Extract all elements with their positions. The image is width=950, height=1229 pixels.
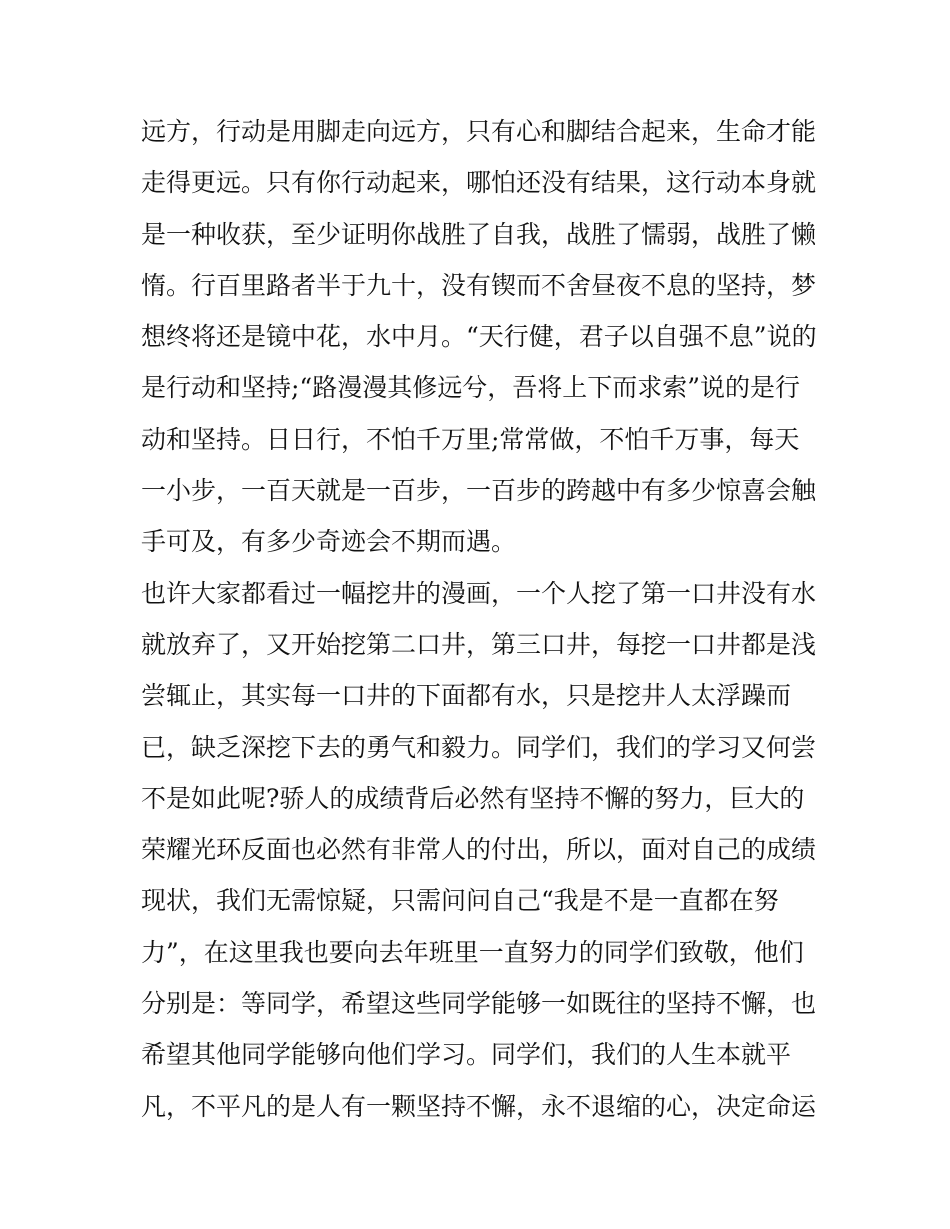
text-line: 远方，行动是用脚走向远方，只有心和脚结合起来，生命才能 (141, 117, 817, 146)
text-line: 就放弃了，又开始挖第二口井，第三口井，每挖一口井都是浅 (141, 629, 817, 659)
text-line: 凡，不平凡的是人有一颗坚持不懈，永不退缩的心，决定命运 (141, 1091, 817, 1121)
text-line: 尝辄止，其实每一口井的下面都有水，只是挖井人太浮躁而 (141, 681, 792, 711)
body-text (141, 106, 821, 1132)
text-line: 走得更远。只有你行动起来，哪怕还没有结果，这行动本身就 (141, 168, 817, 198)
text-line: 想终将还是镜中花，水中月。“天行健，君子以自强不息”说的 (141, 322, 817, 352)
text-line: 希望其他同学能够向他们学习。同学们，我们的人生本就平 (141, 1040, 792, 1070)
text-line: 分别是：等同学，希望这些同学能够一如既往的坚持不懈，也 (141, 989, 817, 1019)
text-line: 手可及，有多少奇迹会不期而遇。 (141, 527, 517, 557)
text-line: 现状，我们无需惊疑，只需问问自己“我是不是一直都在努 (141, 886, 779, 916)
text-line: 也许大家都看过一幅挖井的漫画，一个人挖了第一口井没有水 (141, 578, 817, 608)
text-line: 是行动和坚持;“路漫漫其修远兮，吾将上下而求索”说的是行 (141, 373, 800, 403)
text-line: 是一种收获，至少证明你战胜了自我，战胜了懦弱，战胜了懒 (141, 219, 817, 249)
text-line: 力”，在这里我也要向去年班里一直努力的同学们致敬，他们 (141, 937, 804, 967)
text-line: 惰。行百里路者半于九十，没有锲而不舍昼夜不息的坚持，梦 (141, 270, 817, 300)
text-line: 已，缺乏深挖下去的勇气和毅力。同学们，我们的学习又何尝 (141, 732, 817, 762)
text-line: 不是如此呢?骄人的成绩背后必然有坚持不懈的努力，巨大的 (141, 783, 805, 813)
text-line: 动和坚持。日日行，不怕千万里;常常做，不怕千万事，每天 (141, 424, 800, 454)
text-line: 一小步，一百天就是一百步，一百步的跨越中有多少惊喜会触 (141, 476, 817, 506)
text-line: 荣耀光环反面也必然有非常人的付出，所以，面对自己的成绩 (141, 835, 817, 865)
